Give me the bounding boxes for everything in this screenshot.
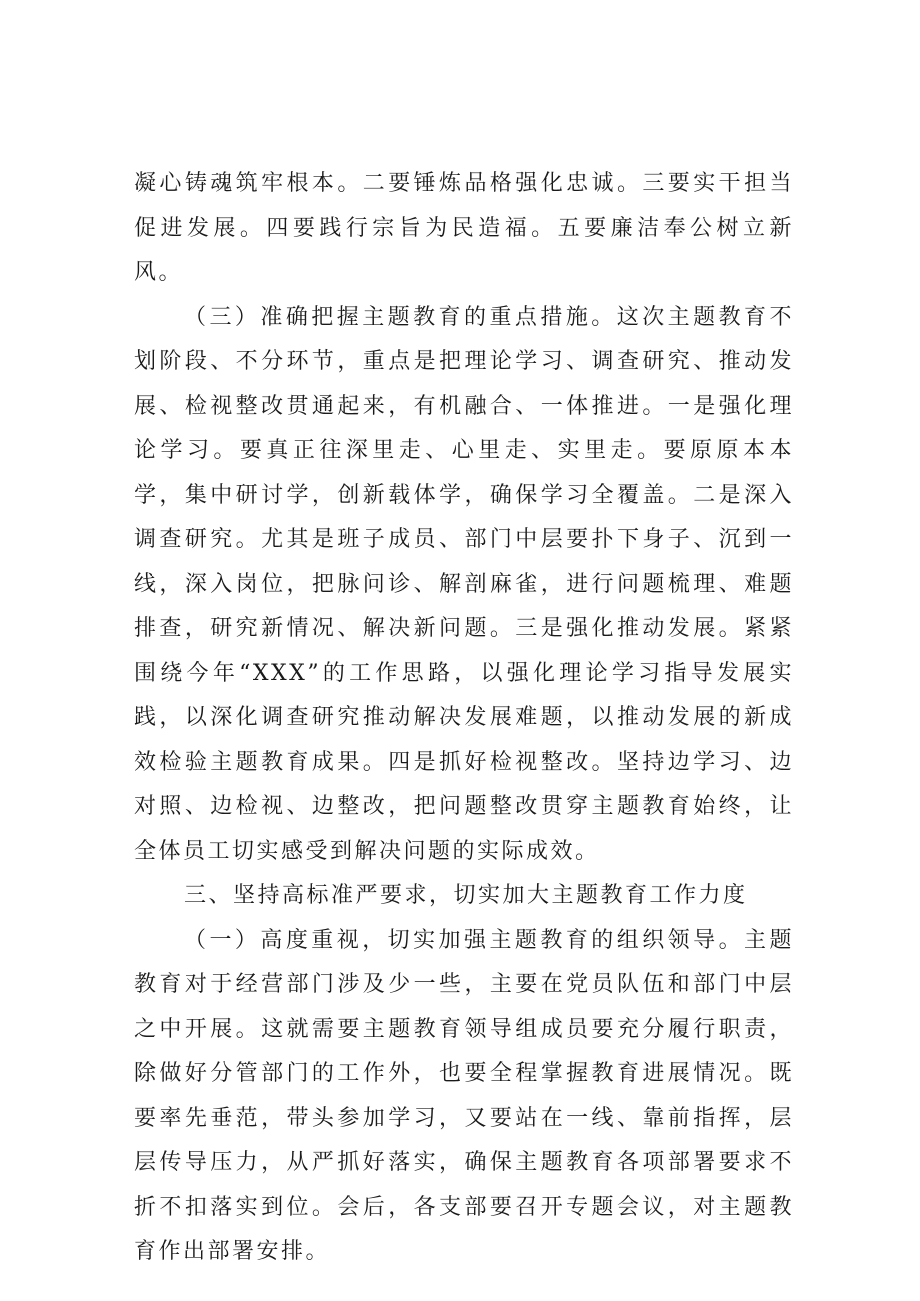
paragraph-continuation: 凝心铸魂筑牢根本。二要锤炼品格强化忠诚。三要实干担当促进发展。四要践行宗旨为民造福。五要廉洁奉公树立新风。 (134, 171, 794, 285)
section-heading-three: 三、坚持高标准严要求，切实加大主题教育工作力度 (184, 883, 748, 908)
paragraph-key-measures: （三）准确把握主题教育的重点措施。这次主题教育不划阶段、不分环节，重点是把理论学习、调查研究、推动发展、检视整改贯通起来，有机融合、一体推进。一是强化理论学习。要真正往深里走、心里走、实里走。要原原本本学，集中研讨学，创新载体学，确保学习全覆盖。二是深入调查研究。尤其是班子成员、部门中层要扑下身子、沉到一线，深入岗位，把脉问诊、解剖麻雀，进行问题梳理、难题排查，研究新情况、解决新问题。三是强化推动发展。紧紧围绕今年“XXX”的工作思路，以强化理论学习指导发展实践，以深化调查研究推动解决发展难题，以推动发展的新成效检验主题教育成果。四是抓好检视整改。坚持边学习、边对照、边检视、边整改，把问题整改贯穿主题教育始终，让全体员工切实感受到解决问题的实际成效。 (134, 304, 794, 864)
paragraph-organization-leadership: （一）高度重视，切实加强主题教育的组织领导。主题教育对于经营部门涉及少一些，主要在党员队伍和部门中层之中开展。这就需要主题教育领导组成员要充分履行职责，除做好分管部门的工作外，也要全程掌握教育进展情况。既要率先垂范，带头参加学习，又要站在一线、靠前指挥，层层传导压力，从严抓好落实，确保主题教育各项部署要求不折不扣落实到位。会后，各支部要召开专题会议，对主题教育作出部署安排。 (134, 927, 794, 1264)
body-text (134, 162, 794, 1275)
